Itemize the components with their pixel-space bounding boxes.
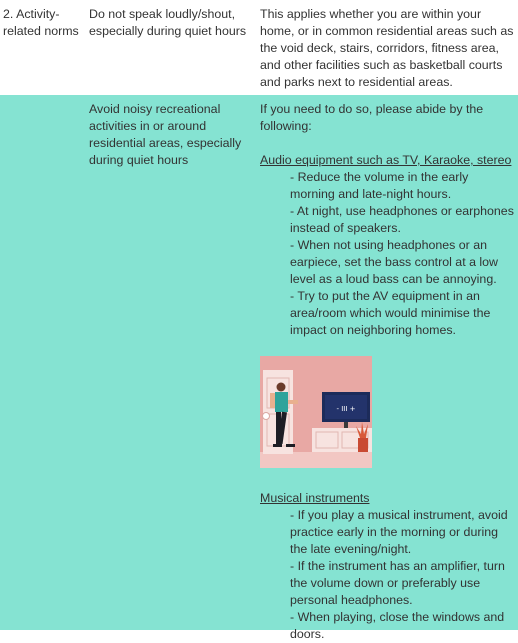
details-cell — [260, 101, 516, 643]
person-watching-tv-illustration — [260, 356, 372, 468]
details-cell — [260, 6, 516, 91]
details-text: This applies whether you are within your home, or in common residential areas such as the void deck, stairs, corridors, fitness area, and other facilities such as basketball courts and parks next to residential areas. — [260, 7, 514, 89]
category-label: 2. Activity-related norms — [3, 7, 79, 38]
norm-text: Do not speak loudly/shout, especially during quiet hours — [89, 7, 247, 38]
table-row — [0, 0, 518, 95]
list-item: - If the instrument has an amplifier, turn the volume down or preferably use personal headphones. — [290, 559, 505, 607]
audio-tips-list — [260, 169, 516, 339]
category-cell — [3, 6, 81, 40]
table-row — [0, 95, 518, 641]
musical-instruments-heading: Musical instruments — [260, 491, 370, 505]
tv-volume-text: - III + — [336, 405, 356, 413]
intro-text: If you need to do so, please abide by the following: — [260, 102, 484, 133]
norm-cell — [89, 6, 249, 40]
list-item: - Try to put the AV equipment in an area/room which would minimise the impact on neighboring homes. — [290, 289, 491, 337]
list-item: - When playing, close the windows and doors. — [290, 610, 505, 641]
list-item: - Reduce the volume in the early morning and late-night hours. — [290, 170, 469, 201]
audio-equipment-heading: Audio equipment such as TV, Karaoke, stereo — [260, 153, 512, 167]
list-item: - When not using headphones or an earpiece, set the bass control at a low level as a loud bass can be annoying. — [290, 238, 499, 286]
music-tips-list — [260, 507, 516, 643]
norm-cell — [89, 101, 249, 169]
list-item: - At night, use headphones or earphones instead of speakers. — [290, 204, 514, 235]
norm-text: Avoid noisy recreational activities in or around residential areas, especially during quiet hours — [89, 102, 242, 167]
list-item: - If you play a musical instrument, avoid practice early in the morning or during the late evening/night. — [290, 508, 508, 556]
